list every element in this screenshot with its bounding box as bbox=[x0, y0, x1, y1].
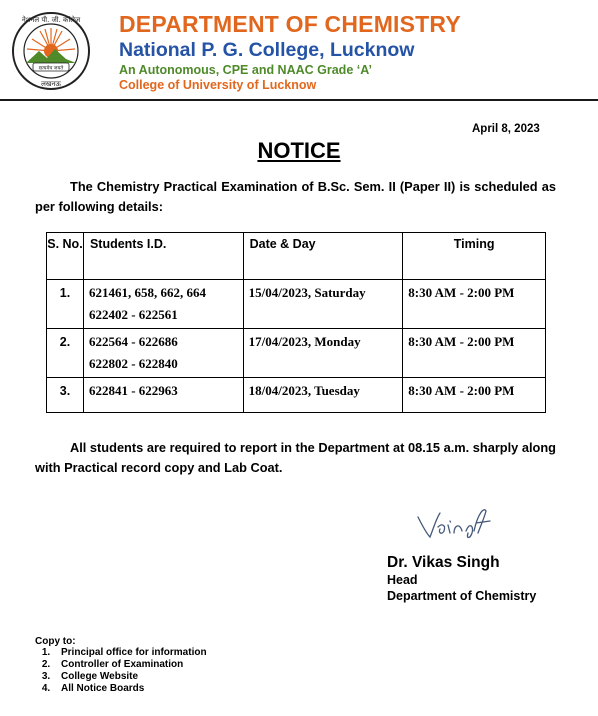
row-date-day: 18/04/2023, Tuesday bbox=[243, 378, 403, 413]
row-students-id bbox=[83, 329, 243, 378]
row-sno: 3. bbox=[47, 378, 84, 413]
intro-paragraph: The Chemistry Practical Examination of B.Sc. Sem. II (Paper II) is scheduled as per following details: bbox=[35, 179, 556, 214]
list-item: 2. Controller of Examination bbox=[53, 659, 207, 671]
row-timing: 8:30 AM - 2:00 PM bbox=[403, 280, 546, 329]
header-timing: Timing bbox=[403, 233, 546, 280]
copy-to-list bbox=[35, 647, 207, 695]
signatory-name: Dr. Vikas Singh bbox=[387, 554, 500, 571]
row-date-day: 17/04/2023, Monday bbox=[243, 329, 403, 378]
list-item: 1. Principal office for information bbox=[53, 647, 207, 659]
signatory-department: Department of Chemistry bbox=[387, 589, 537, 603]
ids-line: 622841 - 622963 bbox=[88, 383, 178, 398]
header-students-id: Students I.D. bbox=[83, 233, 243, 280]
ids-line: 622402 - 622561 bbox=[88, 307, 178, 322]
college-status: An Autonomous, CPE and NAAC Grade ‘A’ bbox=[119, 63, 373, 77]
table-row bbox=[47, 378, 546, 413]
table-header-row bbox=[47, 233, 546, 280]
ids-line: 621461, 658, 662, 664 bbox=[88, 285, 206, 300]
college-name: National P. G. College, Lucknow bbox=[119, 39, 415, 61]
table-row bbox=[47, 329, 546, 378]
department-heading: DEPARTMENT OF CHEMISTRY bbox=[119, 11, 461, 37]
copy-to-section bbox=[35, 636, 207, 695]
logo-motto: सत्यमेव जयते bbox=[38, 65, 64, 72]
instructions-paragraph: All students are required to report in the Department at 08.15 a.m. sharply along with Practical record copy and Lab Coat. bbox=[35, 440, 556, 475]
row-students-id bbox=[83, 280, 243, 329]
row-date-day: 15/04/2023, Saturday bbox=[243, 280, 403, 329]
signature bbox=[414, 503, 494, 543]
notice-date: April 8, 2023 bbox=[472, 123, 540, 135]
ids-line: 622564 - 622686 bbox=[88, 334, 178, 349]
row-students-id bbox=[83, 378, 243, 413]
row-sno: 2. bbox=[47, 329, 84, 378]
schedule-table bbox=[46, 232, 546, 413]
signatory-role: Head bbox=[387, 573, 418, 587]
notice-title: NOTICE bbox=[257, 138, 341, 163]
logo-top-text: नेशनल पी. जी. कॉलेज bbox=[21, 16, 81, 24]
list-item: 3. College Website bbox=[53, 671, 207, 683]
row-timing: 8:30 AM - 2:00 PM bbox=[403, 378, 546, 413]
table-row bbox=[47, 280, 546, 329]
ids-line: 622802 - 622840 bbox=[88, 356, 178, 371]
college-affiliation: College of University of Lucknow bbox=[119, 78, 317, 92]
row-timing: 8:30 AM - 2:00 PM bbox=[403, 329, 546, 378]
header-date-day: Date & Day bbox=[243, 233, 403, 280]
header-sno: S. No. bbox=[47, 233, 84, 280]
copy-to-label: Copy to: bbox=[35, 636, 76, 647]
list-item: 4. All Notice Boards bbox=[53, 683, 207, 695]
header-divider bbox=[0, 99, 598, 101]
row-sno: 1. bbox=[47, 280, 84, 329]
logo-bottom-text: लखनऊ bbox=[41, 80, 61, 88]
college-logo bbox=[11, 11, 91, 91]
